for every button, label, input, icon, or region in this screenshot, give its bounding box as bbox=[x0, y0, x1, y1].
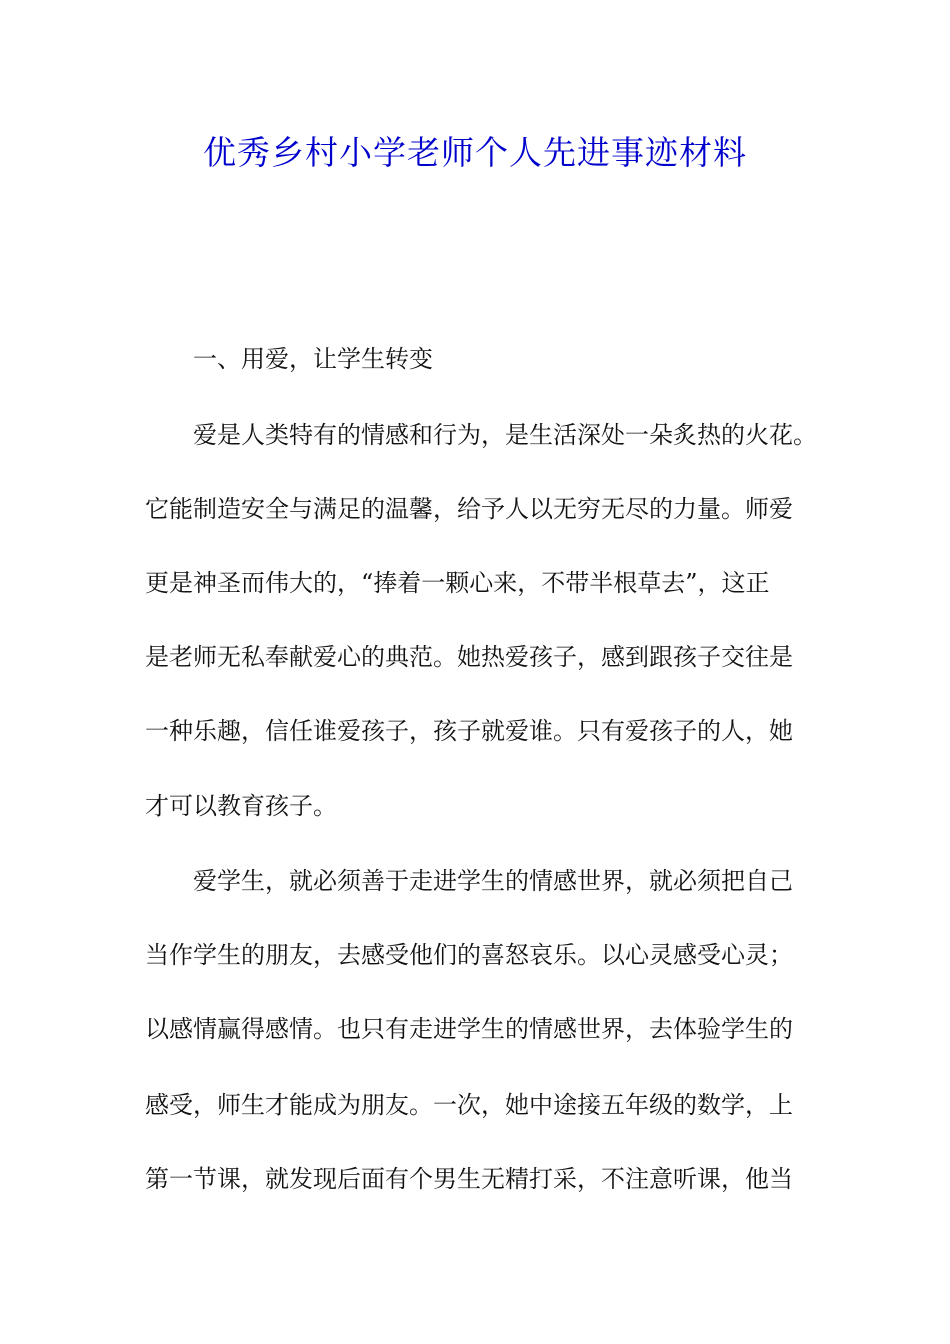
paragraph-line: 才可以教育孩子。 bbox=[145, 792, 337, 820]
paragraph-line: 是老师无私奉献爱心的典范。她热爱孩子，感到跟孩子交往是 bbox=[145, 643, 793, 671]
paragraph-line: 一种乐趣，信任谁爱孩子，孩子就爱谁。只有爱孩子的人，她 bbox=[145, 717, 793, 745]
paragraph-line: 感受，师生才能成为朋友。一次，她中途接五年级的数学，上 bbox=[145, 1091, 793, 1119]
paragraph-line: 当作学生的朋友，去感受他们的喜怒哀乐。以心灵感受心灵； bbox=[145, 941, 793, 969]
section-heading: 一、用爱，让学生转变 bbox=[193, 345, 433, 373]
paragraph-line: 爱是人类特有的情感和行为，是生活深处一朵炙热的火花。 bbox=[193, 421, 817, 449]
paragraph-line: 以感情赢得感情。也只有走进学生的情感世界，去体验学生的 bbox=[145, 1015, 793, 1043]
document-title: 优秀乡村小学老师个人先进事迹材料 bbox=[203, 133, 747, 172]
paragraph-line: 它能制造安全与满足的温馨，给予人以无穷无尽的力量。师爱 bbox=[145, 495, 793, 523]
paragraph-line: 第一节课，就发现后面有个男生无精打采，不注意听课，他当 bbox=[145, 1165, 793, 1193]
paragraph-line: 爱学生，就必须善于走进学生的情感世界，就必须把自己 bbox=[193, 867, 793, 895]
paragraph-line: 更是神圣而伟大的，“捧着一颗心来，不带半根草去”，这正 bbox=[145, 569, 770, 597]
